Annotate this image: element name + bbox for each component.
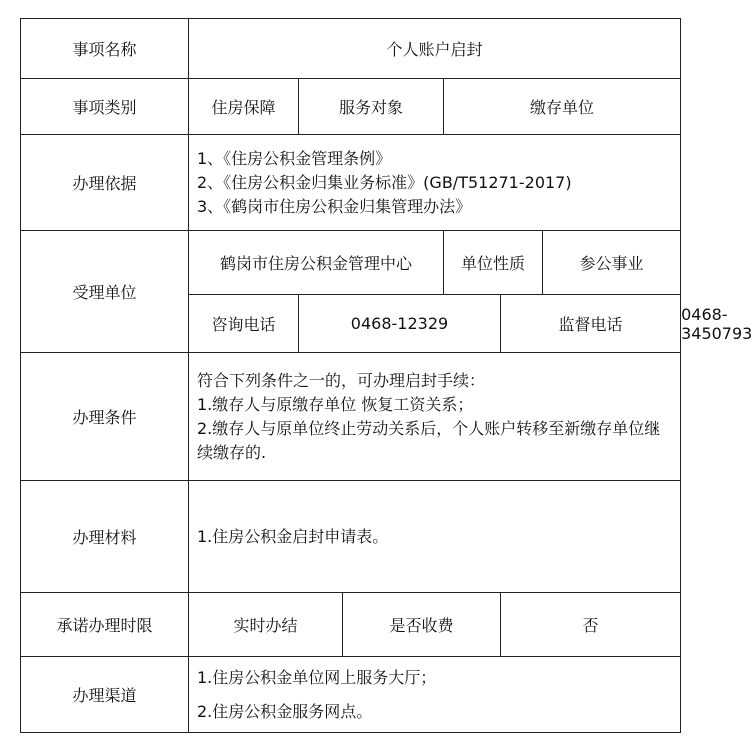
accepting-unit-name: 鹤岗市住房公积金管理中心 bbox=[189, 231, 444, 295]
item-name-label: 事项名称 bbox=[21, 19, 189, 79]
row-conditions bbox=[21, 353, 681, 481]
fee-label: 是否收费 bbox=[343, 593, 501, 657]
item-name-value: 个人账户启封 bbox=[189, 19, 681, 79]
basis-line: 3、《鹤岗市住房公积金归集管理办法》 bbox=[197, 196, 472, 216]
item-category-value-3: 缴存单位 bbox=[444, 79, 681, 135]
materials-label: 办理材料 bbox=[21, 481, 189, 593]
channels-content bbox=[189, 657, 681, 733]
unit-nature-label: 单位性质 bbox=[444, 231, 543, 295]
conditions-line: 符合下列条件之一的，可办理启封手续： bbox=[197, 370, 486, 390]
consult-phone-value: 0468-12329 bbox=[299, 295, 501, 353]
consult-phone-label: 咨询电话 bbox=[189, 295, 299, 353]
time-limit-value: 实时办结 bbox=[189, 593, 343, 657]
basis-line: 1、《住房公积金管理条例》 bbox=[197, 148, 392, 168]
item-category-label: 事项类别 bbox=[21, 79, 189, 135]
row-channels bbox=[21, 657, 681, 733]
item-category-value-1: 住房保障 bbox=[189, 79, 299, 135]
basis-line: 2、《住房公积金归集业务标准》(GB/T51271-2017) bbox=[197, 172, 572, 192]
conditions-line: 1.缴存人与原缴存单位 恢复工资关系； bbox=[197, 394, 474, 414]
conditions-line: 2.缴存人与原单位终止劳动关系后，个人账户转移至新缴存单位继续缴存的. bbox=[197, 418, 661, 462]
materials-line: 1.住房公积金启封申请表。 bbox=[197, 526, 389, 546]
channels-line: 1.住房公积金单位网上服务大厅； bbox=[197, 667, 437, 687]
basis-label: 办理依据 bbox=[21, 135, 189, 231]
unit-nature-value: 参公事业 bbox=[543, 231, 681, 295]
item-category-value-2: 服务对象 bbox=[299, 79, 444, 135]
accepting-unit-label: 受理单位 bbox=[21, 231, 189, 353]
row-accepting-unit-2: 咨询电话 0468-12329 监督电话 0468-3450793 bbox=[21, 295, 681, 353]
row-item-category bbox=[21, 79, 681, 135]
fee-value: 否 bbox=[501, 593, 681, 657]
basis-content bbox=[189, 135, 681, 231]
conditions-label: 办理条件 bbox=[21, 353, 189, 481]
row-time-limit bbox=[21, 593, 681, 657]
channels-line: 2.住房公积金服务网点。 bbox=[197, 701, 373, 721]
row-item-name bbox=[21, 19, 681, 79]
row-materials bbox=[21, 481, 681, 593]
time-limit-label: 承诺办理时限 bbox=[21, 593, 189, 657]
channels-label: 办理渠道 bbox=[21, 657, 189, 733]
service-item-table bbox=[20, 18, 752, 733]
row-accepting-unit-1 bbox=[21, 231, 681, 295]
supervise-phone-label: 监督电话 bbox=[501, 295, 681, 353]
row-basis bbox=[21, 135, 681, 231]
materials-content bbox=[189, 481, 681, 593]
conditions-content bbox=[189, 353, 681, 481]
